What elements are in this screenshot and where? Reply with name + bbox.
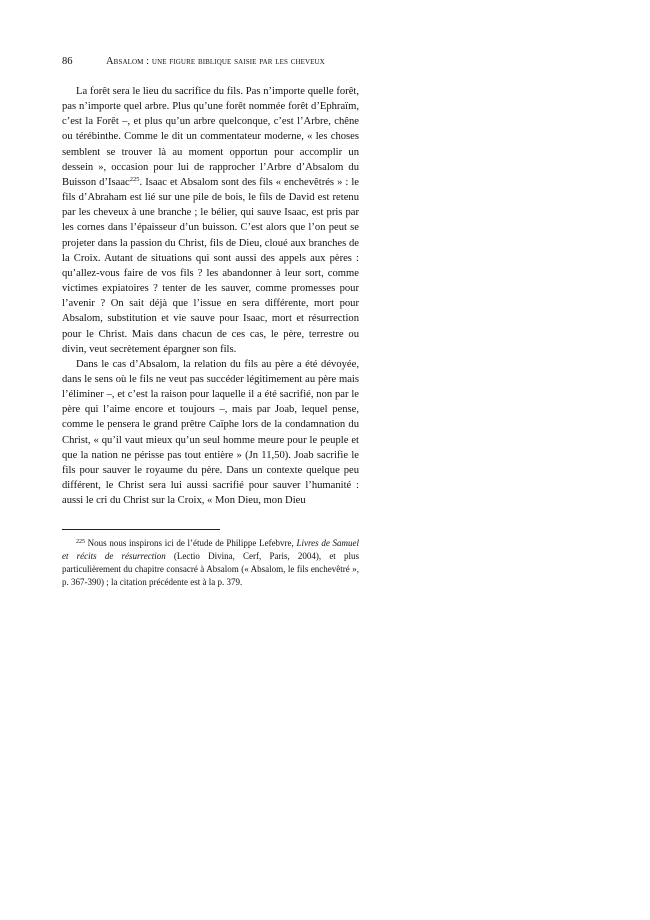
footnote-reference[interactable]: 225 bbox=[129, 175, 140, 183]
footnote-text-b: (Lectio Divina, Cerf, Paris, 2004), et plus particulièrement du chapitre consacré à Absalom (« Absalom, le fils enchevêtré », p. 367-390) ; la citation précédente est à la p. 379. bbox=[62, 551, 359, 588]
footnote-divider bbox=[62, 529, 220, 530]
body-text bbox=[62, 84, 359, 508]
page-number: 86 bbox=[62, 56, 73, 67]
paragraph-1-text-b: . Isaac et Absalom sont des fils « enchevêtrés » : le fils d’Abraham est lié sur une pile de bois, le fils de David est retenu par les cheveux à une branche ; le bélier, qui sauve Isaac, est pris par les cornes dans l’épaisseur d’un buisson. C’est alors que l’on peut se projeter dans la passion du Christ, fils de Dieu, cloué aux branches de la Croix. Autant de situations qui sont aussi des appels aux pères : qu’allez-vous faire de vos fils ? les abandonner à leur sort, comme victimes expiatoires ? tenter de les sauver, comme promesses pour l’avenir ? On sait déjà que l’issue en sera différente, mort pour Absalom, substitution et vie sauve pour Isaac, mort et résurrection pour le Christ. Mais dans chacun de ces cas, le père, terrestre ou divin, veut secrètement épargner son fils. bbox=[62, 176, 360, 355]
paragraph-1 bbox=[62, 84, 359, 357]
paragraph-1-text-a: La forêt sera le lieu du sacrifice du fils. Pas n’importe quelle forêt, pas n’importe quel arbre. Plus qu’une forêt nommée forêt d’Ephraïm, c’est la Forêt –, et plus qu’un arbre quelconque, c’est l’Arbre, chêne ou térébinthe. Comme le dit un commentateur moderne, « les choses semblent se trouver là au moment opportun pour accomplir un dessein », occasion pour lui de rapprocher l’Arbre d’Absalom du Buisson d’Isaac bbox=[62, 86, 359, 188]
footnote-text-a: Nous nous inspirons ici de l’étude de Philippe Lefebvre, bbox=[85, 538, 297, 549]
page-header bbox=[62, 56, 359, 72]
running-title: Absalom : une figure biblique saisie par les cheveux bbox=[106, 56, 325, 67]
footnote bbox=[62, 537, 359, 589]
book-page bbox=[62, 56, 359, 589]
footnote-number: 225 bbox=[76, 539, 85, 546]
footnote-book-title: Livres de Samuel et récits de résurrection bbox=[62, 538, 359, 562]
paragraph-2: Dans le cas d’Absalom, la relation du fils au père a été dévoyée, dans le sens où le fils ne veut pas succéder légitimement au père mais l’éliminer –, et c’est la raison pour laquelle il a été sacrifié, non par le père qui l’aime encore et toujours –, mais par Joab, lequel pense, comme le pensera le grand prêtre Caïphe lors de la condamnation du Christ, « qu’il vaut mieux qu’un seul homme meure pour le peuple et que la nation ne périsse pas tout entière » (Jn 11,50). Joab sacrifie le fils pour sauver le royaume du père. Dans un contexte quelque peu différent, le Christ sera lui aussi sacrifié pour sauver l’humanité : aussi le cri du Christ sur la Croix, « Mon Dieu, mon Dieu bbox=[62, 358, 359, 507]
